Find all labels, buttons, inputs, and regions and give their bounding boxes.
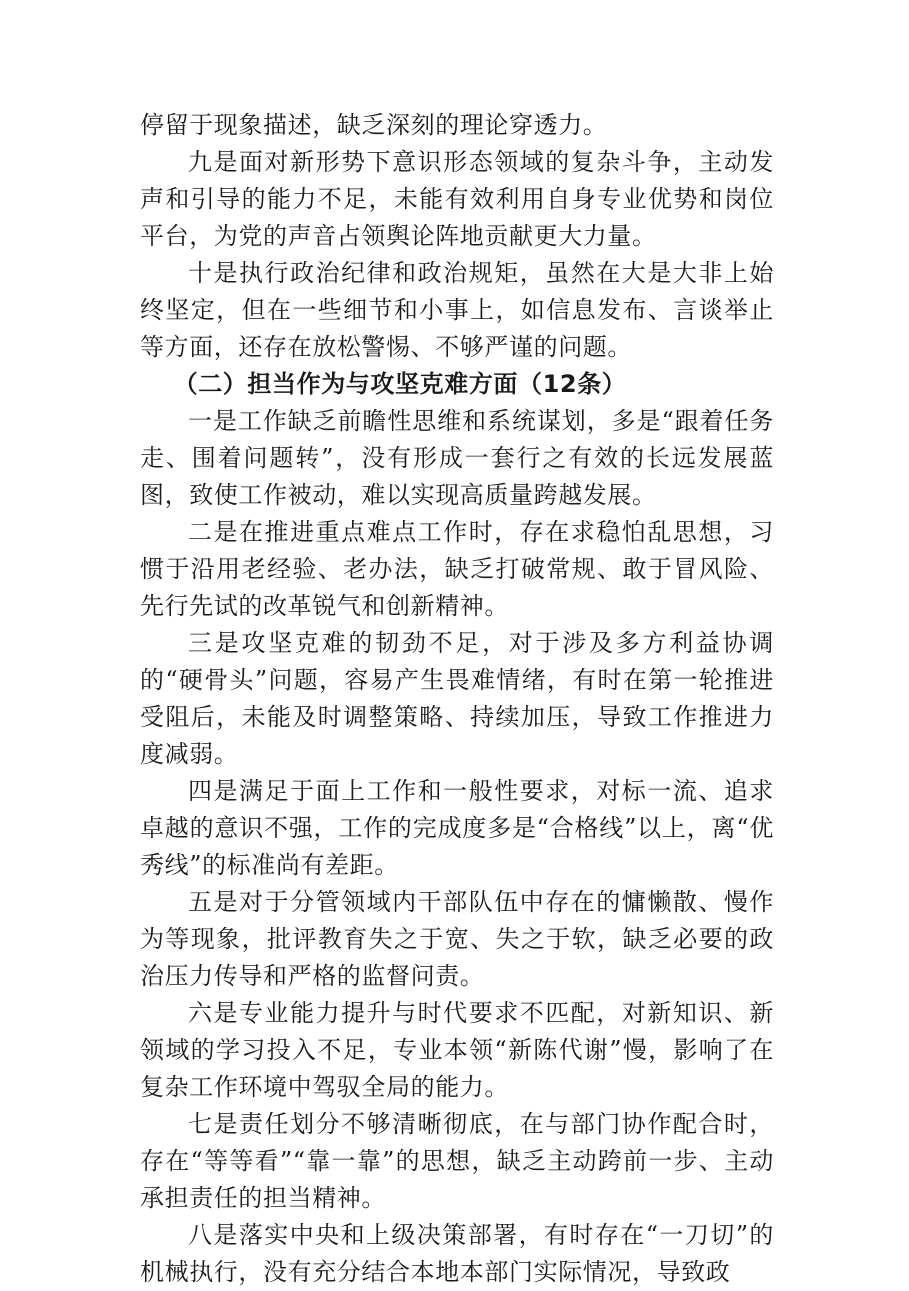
- paragraph-continuation: 停留于现象描述，缺乏深刻的理论穿透力。: [140, 111, 608, 139]
- paragraph-item-3: 三是攻坚克难的韧劲不足，对于涉及多方利益协调的“硬骨头”问题，容易产生畏难情绪，有时在第一轮推进受阻后，未能及时调整策略、持续加压，导致工作推进力度减弱。: [140, 629, 774, 768]
- paragraph-item-6: 六是专业能力提升与时代要求不匹配，对新知识、新领域的学习投入不足，专业本领“新陈代谢”慢，影响了在复杂工作环境中驾驭全局的能力。: [140, 999, 774, 1101]
- paragraph-item-10: 十是执行政治纪律和政治规矩，虽然在大是大非上始终坚定，但在一些细节和小事上，如信息发布、言谈举止等方面，还存在放松警惕、不够严谨的问题。: [140, 259, 774, 361]
- paragraph-item-2: 二是在推进重点难点工作时，存在求稳怕乱思想，习惯于沿用老经验、老办法，缺乏打破常规、敢于冒风险、先行先试的改革锐气和创新精神。: [140, 518, 774, 620]
- paragraph-item-5: 五是对于分管领域内干部队伍中存在的慵懒散、慢作为等现象，批评教育失之于宽、失之于软，缺乏必要的政治压力传导和严格的监督问责。: [140, 888, 774, 990]
- paragraph-item-4: 四是满足于面上工作和一般性要求，对标一流、追求卓越的意识不强，工作的完成度多是“合格线”以上，离“优秀线”的标准尚有差距。: [140, 777, 774, 879]
- paragraph-item-8: 八是落实中央和上级决策部署，有时存在“一刀切”的机械执行，没有充分结合本地本部门实际情况，导致政: [140, 1221, 774, 1286]
- paragraph-item-1: 一是工作缺乏前瞻性思维和系统谋划，多是“跟着任务走、围着问题转”，没有形成一套行之有效的长远发展蓝图，致使工作被动，难以实现高质量跨越发展。: [140, 407, 774, 509]
- document-body: [140, 107, 774, 1291]
- paragraph-item-7: 七是责任划分不够清晰彻底，在与部门协作配合时，存在“等等看”“靠一靠”的思想，缺乏主动跨前一步、主动承担责任的担当精神。: [140, 1110, 774, 1212]
- section-heading: （二）担当作为与攻坚克难方面（12条）: [173, 370, 627, 398]
- paragraph-item-9: 九是面对新形势下意识形态领域的复杂斗争，主动发声和引导的能力不足，未能有效利用自身专业优势和岗位平台，为党的声音占领舆论阵地贡献更大力量。: [140, 148, 774, 250]
